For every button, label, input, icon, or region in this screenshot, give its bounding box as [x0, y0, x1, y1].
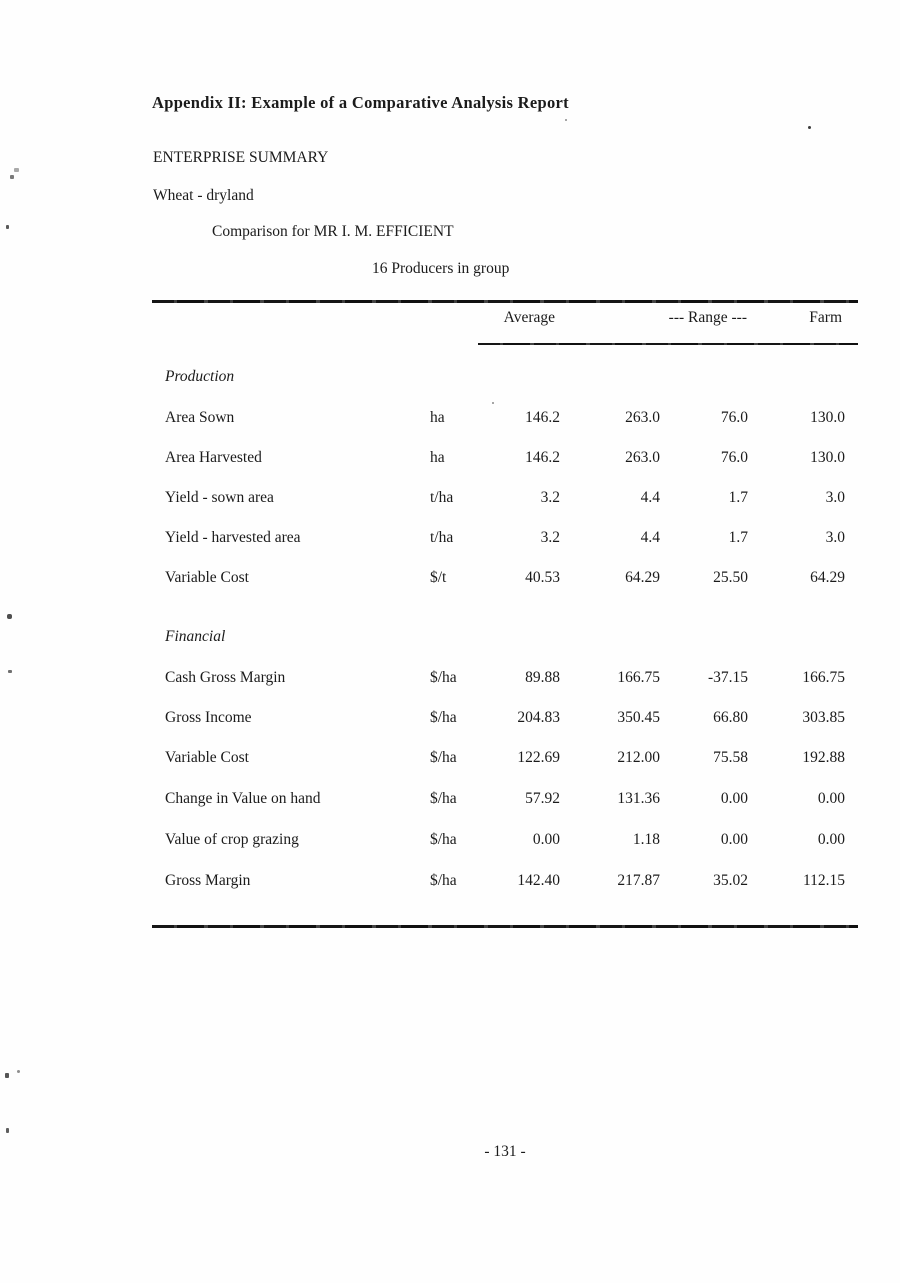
table-row — [152, 789, 847, 809]
appendix-title: Appendix II: Example of a Comparative Analysis Report — [152, 93, 569, 112]
range-high-value: 131.36 — [617, 790, 660, 807]
range-low-value: 25.50 — [713, 569, 748, 586]
average-value: 204.83 — [517, 709, 560, 726]
table-row — [152, 708, 847, 728]
table-row — [152, 528, 847, 548]
row-unit: $/t — [430, 569, 447, 586]
row-unit: $/ha — [430, 831, 457, 848]
header-spacer-unit — [430, 308, 480, 328]
range-low-value: 66.80 — [713, 709, 748, 726]
farm-value: 130.0 — [810, 409, 845, 426]
range-high-value: 1.18 — [632, 831, 660, 848]
range-high-value: 64.29 — [625, 569, 660, 586]
range-high-value: 263.0 — [625, 449, 660, 466]
page-number: - 131 - — [484, 1143, 526, 1160]
average-value: 3.2 — [540, 489, 560, 506]
row-unit: t/ha — [430, 489, 454, 506]
scan-speck — [17, 1070, 20, 1073]
enterprise-summary-heading: ENTERPRISE SUMMARY — [153, 149, 329, 166]
scan-speck — [565, 119, 567, 121]
row-label: Area Sown — [165, 409, 235, 426]
average-value: 0.00 — [532, 831, 560, 848]
row-unit: $/ha — [430, 790, 457, 807]
section-header-production: Production — [165, 368, 235, 385]
average-value: 146.2 — [525, 409, 560, 426]
row-unit: $/ha — [430, 749, 457, 766]
farm-value: 192.88 — [802, 749, 845, 766]
range-high-value: 217.87 — [617, 872, 660, 889]
row-label: Cash Gross Margin — [165, 669, 286, 686]
farm-value: 303.85 — [802, 709, 845, 726]
average-value: 146.2 — [525, 449, 560, 466]
farm-value: 130.0 — [810, 449, 845, 466]
scan-speck — [6, 225, 9, 229]
scan-speck — [6, 1128, 9, 1133]
average-value: 3.2 — [540, 529, 560, 546]
farm-value: 0.00 — [817, 831, 845, 848]
comparison-line: Comparison for MR I. M. EFFICIENT — [212, 223, 454, 240]
row-label: Gross Income — [165, 709, 252, 726]
column-header-farm: Farm — [809, 309, 842, 326]
table-row — [152, 668, 847, 688]
producers-count-line: 16 Producers in group — [372, 260, 510, 277]
table-bottom-rule — [152, 925, 858, 928]
scan-speck — [808, 126, 811, 129]
scan-speck — [5, 1073, 9, 1078]
table-row — [152, 748, 847, 768]
row-unit: $/ha — [430, 709, 457, 726]
range-low-value: 0.00 — [720, 790, 748, 807]
row-label: Gross Margin — [165, 872, 251, 889]
range-low-value: 1.7 — [728, 529, 748, 546]
table-row — [152, 408, 847, 428]
table-header-rule — [478, 343, 858, 345]
scan-speck — [492, 402, 494, 404]
row-unit: $/ha — [430, 669, 457, 686]
scan-speck — [14, 168, 19, 172]
range-low-value: 75.58 — [713, 749, 748, 766]
farm-value: 64.29 — [810, 569, 845, 586]
row-unit: $/ha — [430, 872, 457, 889]
row-label: Variable Cost — [165, 569, 249, 586]
row-label: Variable Cost — [165, 749, 249, 766]
range-low-value: 1.7 — [728, 489, 748, 506]
average-value: 122.69 — [517, 749, 560, 766]
row-label: Change in Value on hand — [165, 790, 321, 807]
average-value: 142.40 — [517, 872, 560, 889]
scan-speck — [8, 670, 12, 673]
range-high-value: 212.00 — [617, 749, 660, 766]
range-low-value: 35.02 — [713, 872, 748, 889]
table-row — [152, 830, 847, 850]
average-value: 57.92 — [525, 790, 560, 807]
range-low-value: 76.0 — [720, 409, 748, 426]
table-row — [152, 568, 847, 588]
scan-speck — [7, 614, 12, 619]
range-high-value: 350.45 — [617, 709, 660, 726]
range-low-value: -37.15 — [707, 669, 748, 686]
range-low-value: 76.0 — [720, 449, 748, 466]
farm-value: 3.0 — [825, 529, 845, 546]
section-header-financial: Financial — [165, 628, 226, 645]
table-top-rule — [152, 300, 858, 303]
row-label: Yield - harvested area — [165, 529, 301, 546]
range-high-value: 4.4 — [640, 529, 660, 546]
table-row — [152, 871, 847, 891]
column-header-average: Average — [503, 309, 555, 326]
range-low-value: 0.00 — [720, 831, 748, 848]
row-unit: ha — [430, 409, 445, 426]
header-spacer-label — [152, 308, 430, 328]
table-row — [152, 448, 847, 468]
table-header-row — [152, 308, 847, 328]
row-unit: t/ha — [430, 529, 454, 546]
average-value: 89.88 — [525, 669, 560, 686]
farm-value: 0.00 — [817, 790, 845, 807]
table-row — [152, 488, 847, 508]
farm-value: 3.0 — [825, 489, 845, 506]
row-label: Value of crop grazing — [165, 831, 299, 848]
row-label: Area Harvested — [165, 449, 262, 466]
enterprise-name: Wheat - dryland — [153, 187, 254, 204]
column-header-range: --- Range --- — [668, 309, 747, 326]
row-unit: ha — [430, 449, 445, 466]
range-high-value: 263.0 — [625, 409, 660, 426]
range-high-value: 4.4 — [640, 489, 660, 506]
farm-value: 112.15 — [802, 872, 845, 889]
enterprise-summary-table — [152, 300, 858, 940]
row-label: Yield - sown area — [165, 489, 274, 506]
farm-value: 166.75 — [802, 669, 845, 686]
average-value: 40.53 — [525, 569, 560, 586]
scan-speck — [10, 175, 14, 179]
range-high-value: 166.75 — [617, 669, 660, 686]
